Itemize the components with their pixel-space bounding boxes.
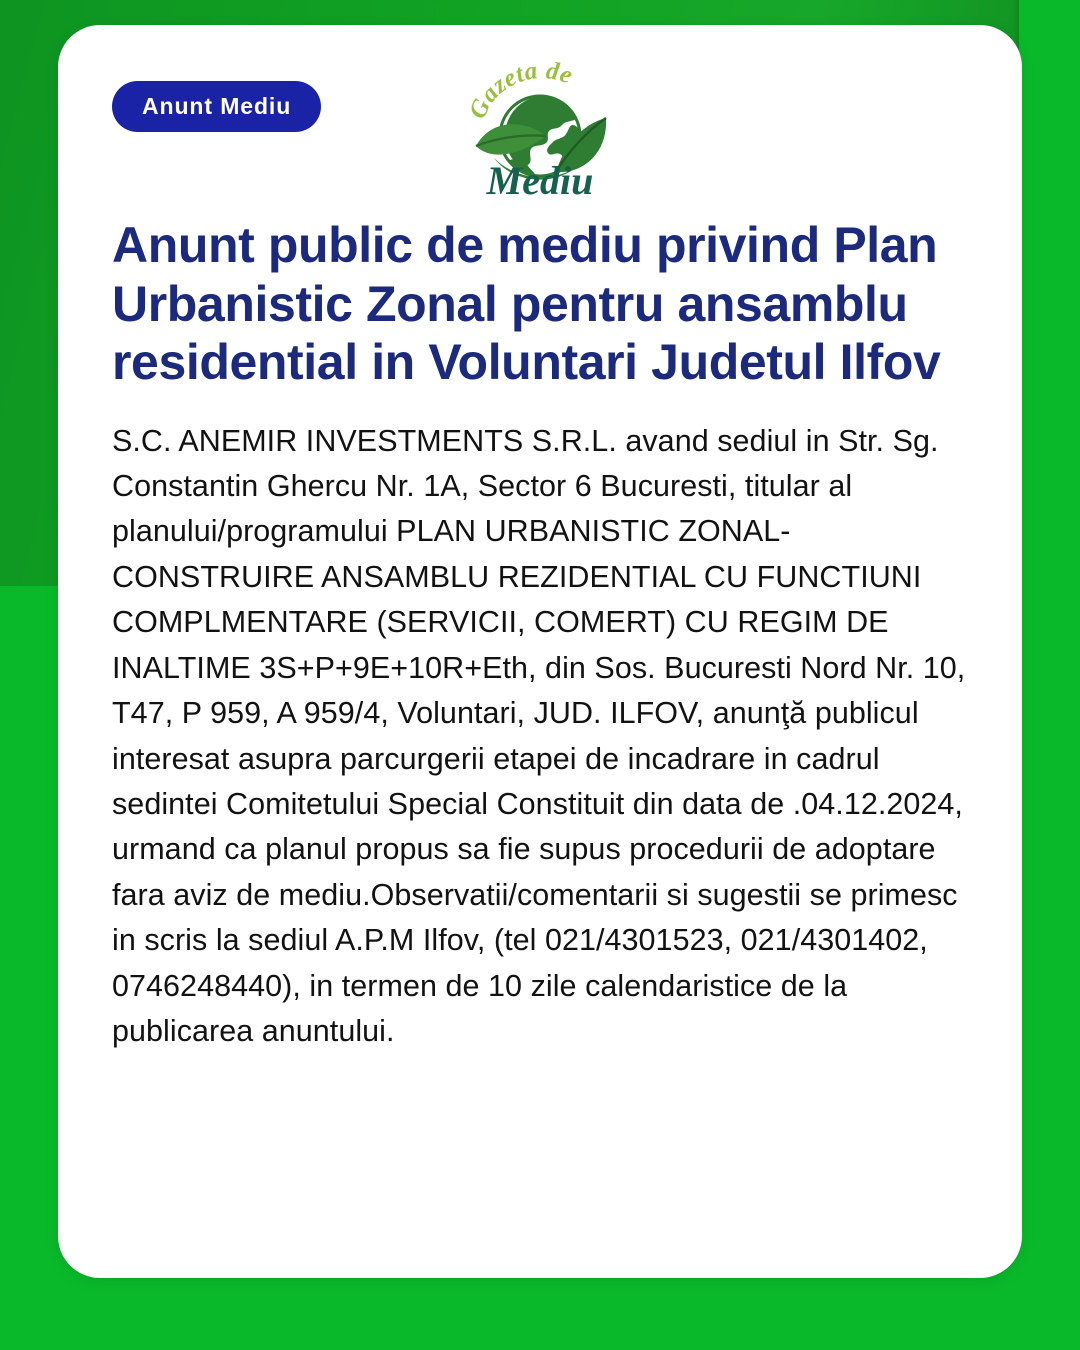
anunt-mediu-badge[interactable]: Anunt Mediu xyxy=(112,81,321,132)
logo-bottom-text: Mediu xyxy=(486,158,594,198)
page-title: Anunt public de mediu privind Plan Urbanistic Zonal pentru ansamblu residential in Voluntari Judetul Ilfov xyxy=(112,217,941,390)
logo-top-text: Gazeta de xyxy=(463,58,577,123)
announcement-card xyxy=(58,25,1022,1278)
card-header xyxy=(112,58,968,208)
gazeta-de-mediu-logo xyxy=(460,58,620,198)
announcement-body: S.C. ANEMIR INVESTMENTS S.R.L. avand sediul in Str. Sg. Constantin Ghercu Nr. 1A, Sector 6 Bucuresti, titular al planului/programului PLAN URBANISTIC ZONAL-CONSTRUIRE ANSAMBLU REZIDENTIAL CU FUNCTIUNI COMPLMENTARE (SERVICII, COMERT) CU REGIM DE INALTIME 3S+P+9E+10R+Eth, din Sos. Bucuresti Nord Nr. 10, T47, P 959, A 959/4, Voluntari, JUD. ILFOV, anunţă publicul interesat asupra parcurgerii etapei de incadrare in cadrul sedintei Comitetului Special Constituit din data de .04.12.2024, urmand ca planul propus sa fie supus procedurii de adoptare fara aviz de mediu.Observatii/comentarii si sugestii se primesc in scris la sediul A.P.M Ilfov, (tel 021/4301523, 021/4301402, 0746248440), in termen de 10 zile calendaristice de la publicarea anuntului. xyxy=(112,423,966,1049)
